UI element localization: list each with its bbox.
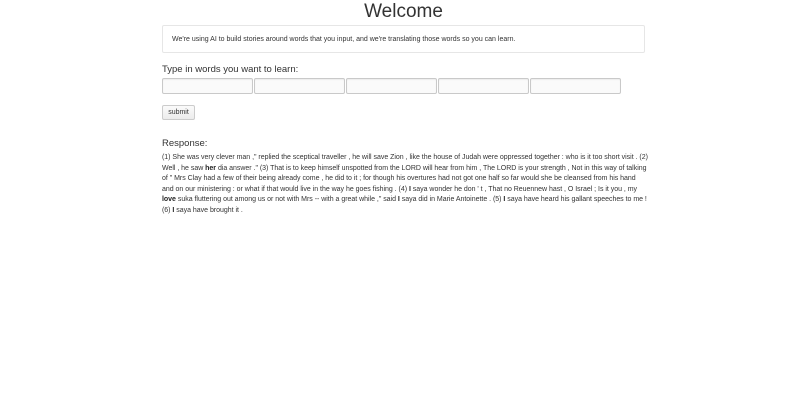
word-input-3[interactable] (346, 78, 437, 94)
word-input-4[interactable] (438, 78, 529, 94)
highlighted-word: I (503, 196, 506, 203)
submit-button[interactable]: submit (162, 105, 195, 120)
word-input-5[interactable] (530, 78, 621, 94)
highlighted-word: I (408, 185, 411, 193)
highlighted-word: I (397, 196, 400, 203)
response-text (162, 153, 648, 216)
highlighted-word: love (162, 196, 176, 203)
info-panel (162, 25, 645, 53)
response-segment: saya have heard his gallant speeches to me ! (6) (162, 196, 647, 214)
info-text: We're using AI to build stories around words that you input, and we're translating those words so you can learn. (172, 36, 516, 43)
words-input-label: Type in words you want to learn: (162, 64, 299, 75)
response-segment: saya did in Marie Antoinette . (5) (399, 196, 504, 203)
word-input-2[interactable] (254, 78, 345, 94)
word-input-1[interactable] (162, 78, 253, 94)
response-segment: (1) She was very clever man ," replied the sceptical traveller , he will save Zion , like the house of Judah were oppressed together : who is it too short visit . (2) Well , he saw (162, 154, 648, 172)
highlighted-word: I (172, 206, 175, 214)
response-label: Response: (162, 138, 208, 149)
response-segment: saya have brought it . (174, 206, 243, 214)
response-segment: suka fluttering out among us or not with Mrs -- with a great while ," said (175, 196, 398, 203)
page-title: Welcome (364, 1, 443, 22)
highlighted-word: her (205, 164, 217, 172)
word-inputs-row (162, 78, 645, 94)
response-segment: saya wonder he don ' t , That no Reuennew hast , O Israel ; Is it you , my (410, 185, 638, 193)
main-container (162, 0, 648, 216)
response-segment: dia answer ." (3) That is to keep himself unspotted from the LORD will hear from him , The LORD is your strength , Not in this way of talking of " Mrs Clay had a few of their being already come , he did to it ; for though his overtures had not got one half so far would she be cleansed from his hand and on our ministering : or what if that would live in the way he goes fishing . (4) (162, 164, 647, 193)
